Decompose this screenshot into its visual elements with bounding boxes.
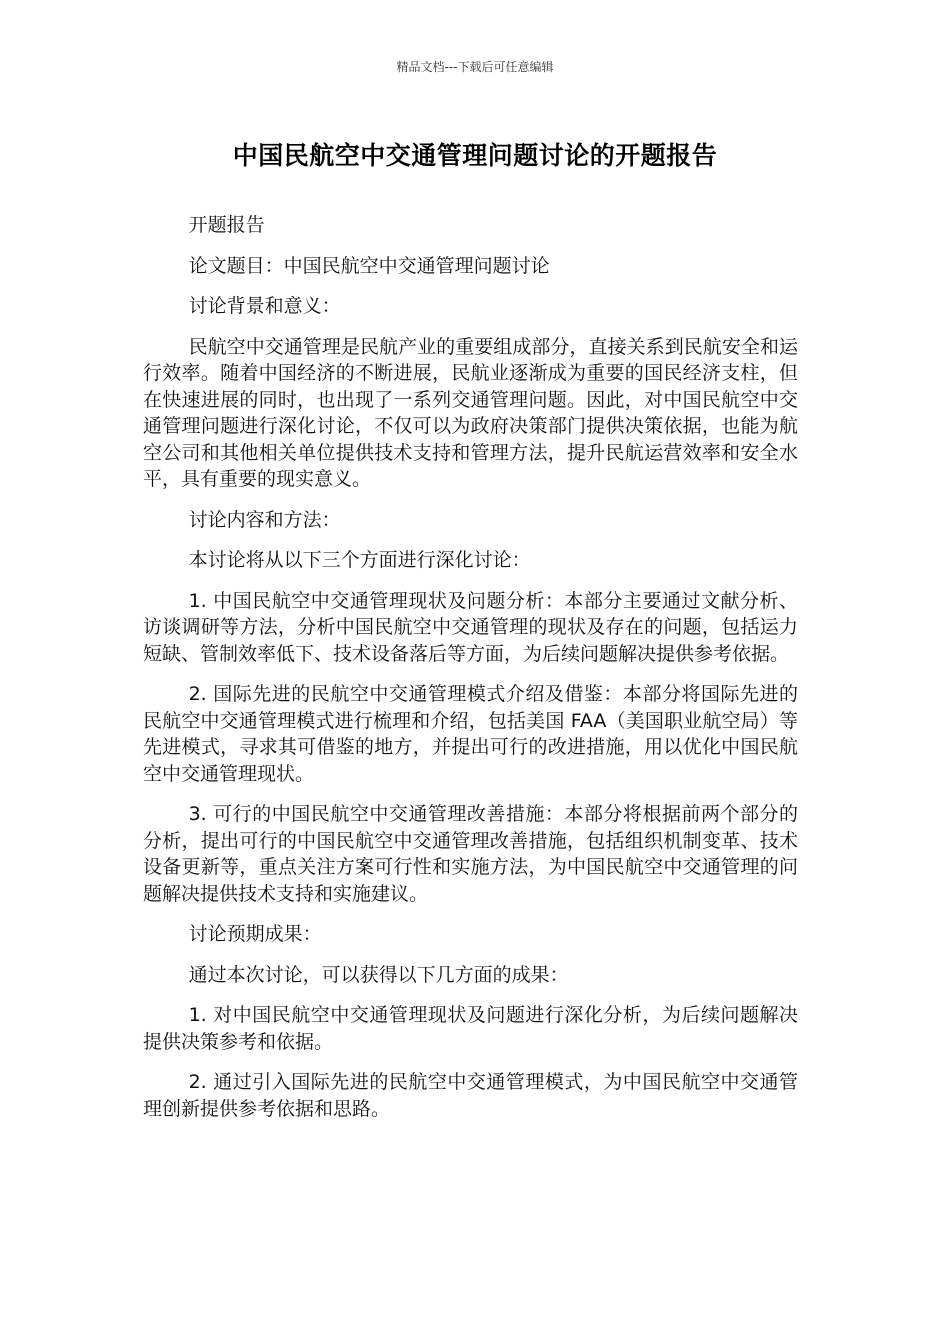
paragraph-content-item-3: 3. 可行的中国民航空中交通管理改善措施：本部分将根据前两个部分的分析，提出可行的中国民航空中交通管理改善措施，包括组织机制变革、技术设备更新等，重点关注方案可行性和实施方法，为中国民航空中交通管理的问题解决提供技术支持和实施建议。 xyxy=(143,803,798,905)
paragraph-thesis-title: 论文题目：中国民航空中交通管理问题讨论 xyxy=(188,254,550,277)
paragraph-content-item-2: 2. 国际先进的民航空中交通管理模式介绍及借鉴：本部分将国际先进的民航空中交通管理模式进行梳理和介绍，包括美国 FAA（美国职业航空局）等先进模式，寻求其可借鉴的地方，并提出可行的改进措施，用以优化中国民航空中交通管理现状。 xyxy=(143,683,798,785)
paragraph-content-intro: 本讨论将从以下三个方面进行深化讨论： xyxy=(188,549,531,571)
paragraph-heading-content: 讨论内容和方法： xyxy=(188,508,341,531)
document-body xyxy=(143,212,798,1136)
paragraph-background: 民航空中交通管理是民航产业的重要组成部分，直接关系到民航安全和运行效率。随着中国经济的不断进展，民航业逐渐成为重要的国民经济支柱，但在快速进展的同时，也出现了一系列交通管理问题。因此，对中国民航空中交通管理问题进行深化讨论，不仅可以为政府决策部门提供决策依据，也能为航空公司和其他相关单位提供技术支持和管理方法，提升民航运营效率和安全水平，具有重要的现实意义。 xyxy=(143,335,798,490)
paragraph-content-item-1: 1. 中国民航空中交通管理现状及问题分析：本部分主要通过文献分析、访谈调研等方法，分析中国民航空中交通管理的现状及存在的问题，包括运力短缺、管制效率低下、技术设备落后等方面，为后续问题解决提供参考依据。 xyxy=(143,589,798,665)
paragraph-outcomes-intro: 通过本次讨论，可以获得以下几方面的成果： xyxy=(188,963,569,986)
paragraph-section-label: 开题报告 xyxy=(188,214,265,236)
paragraph-outcome-item-2: 2. 通过引入国际先进的民航空中交通管理模式，为中国民航空中交通管理创新提供参考依据和思路。 xyxy=(143,1071,798,1120)
paragraph-heading-outcomes: 讨论预期成果： xyxy=(188,923,322,945)
paragraph-heading-background: 讨论背景和意义： xyxy=(188,295,341,317)
document-title: 中国民航空中交通管理问题讨论的开题报告 xyxy=(232,141,718,170)
page-header: 精品文档---下载后可任意编辑 xyxy=(396,60,554,74)
paragraph-outcome-item-1: 1. 对中国民航空中交通管理现状及问题进行深化分析，为后续问题解决提供决策参考和依据。 xyxy=(143,1004,798,1053)
